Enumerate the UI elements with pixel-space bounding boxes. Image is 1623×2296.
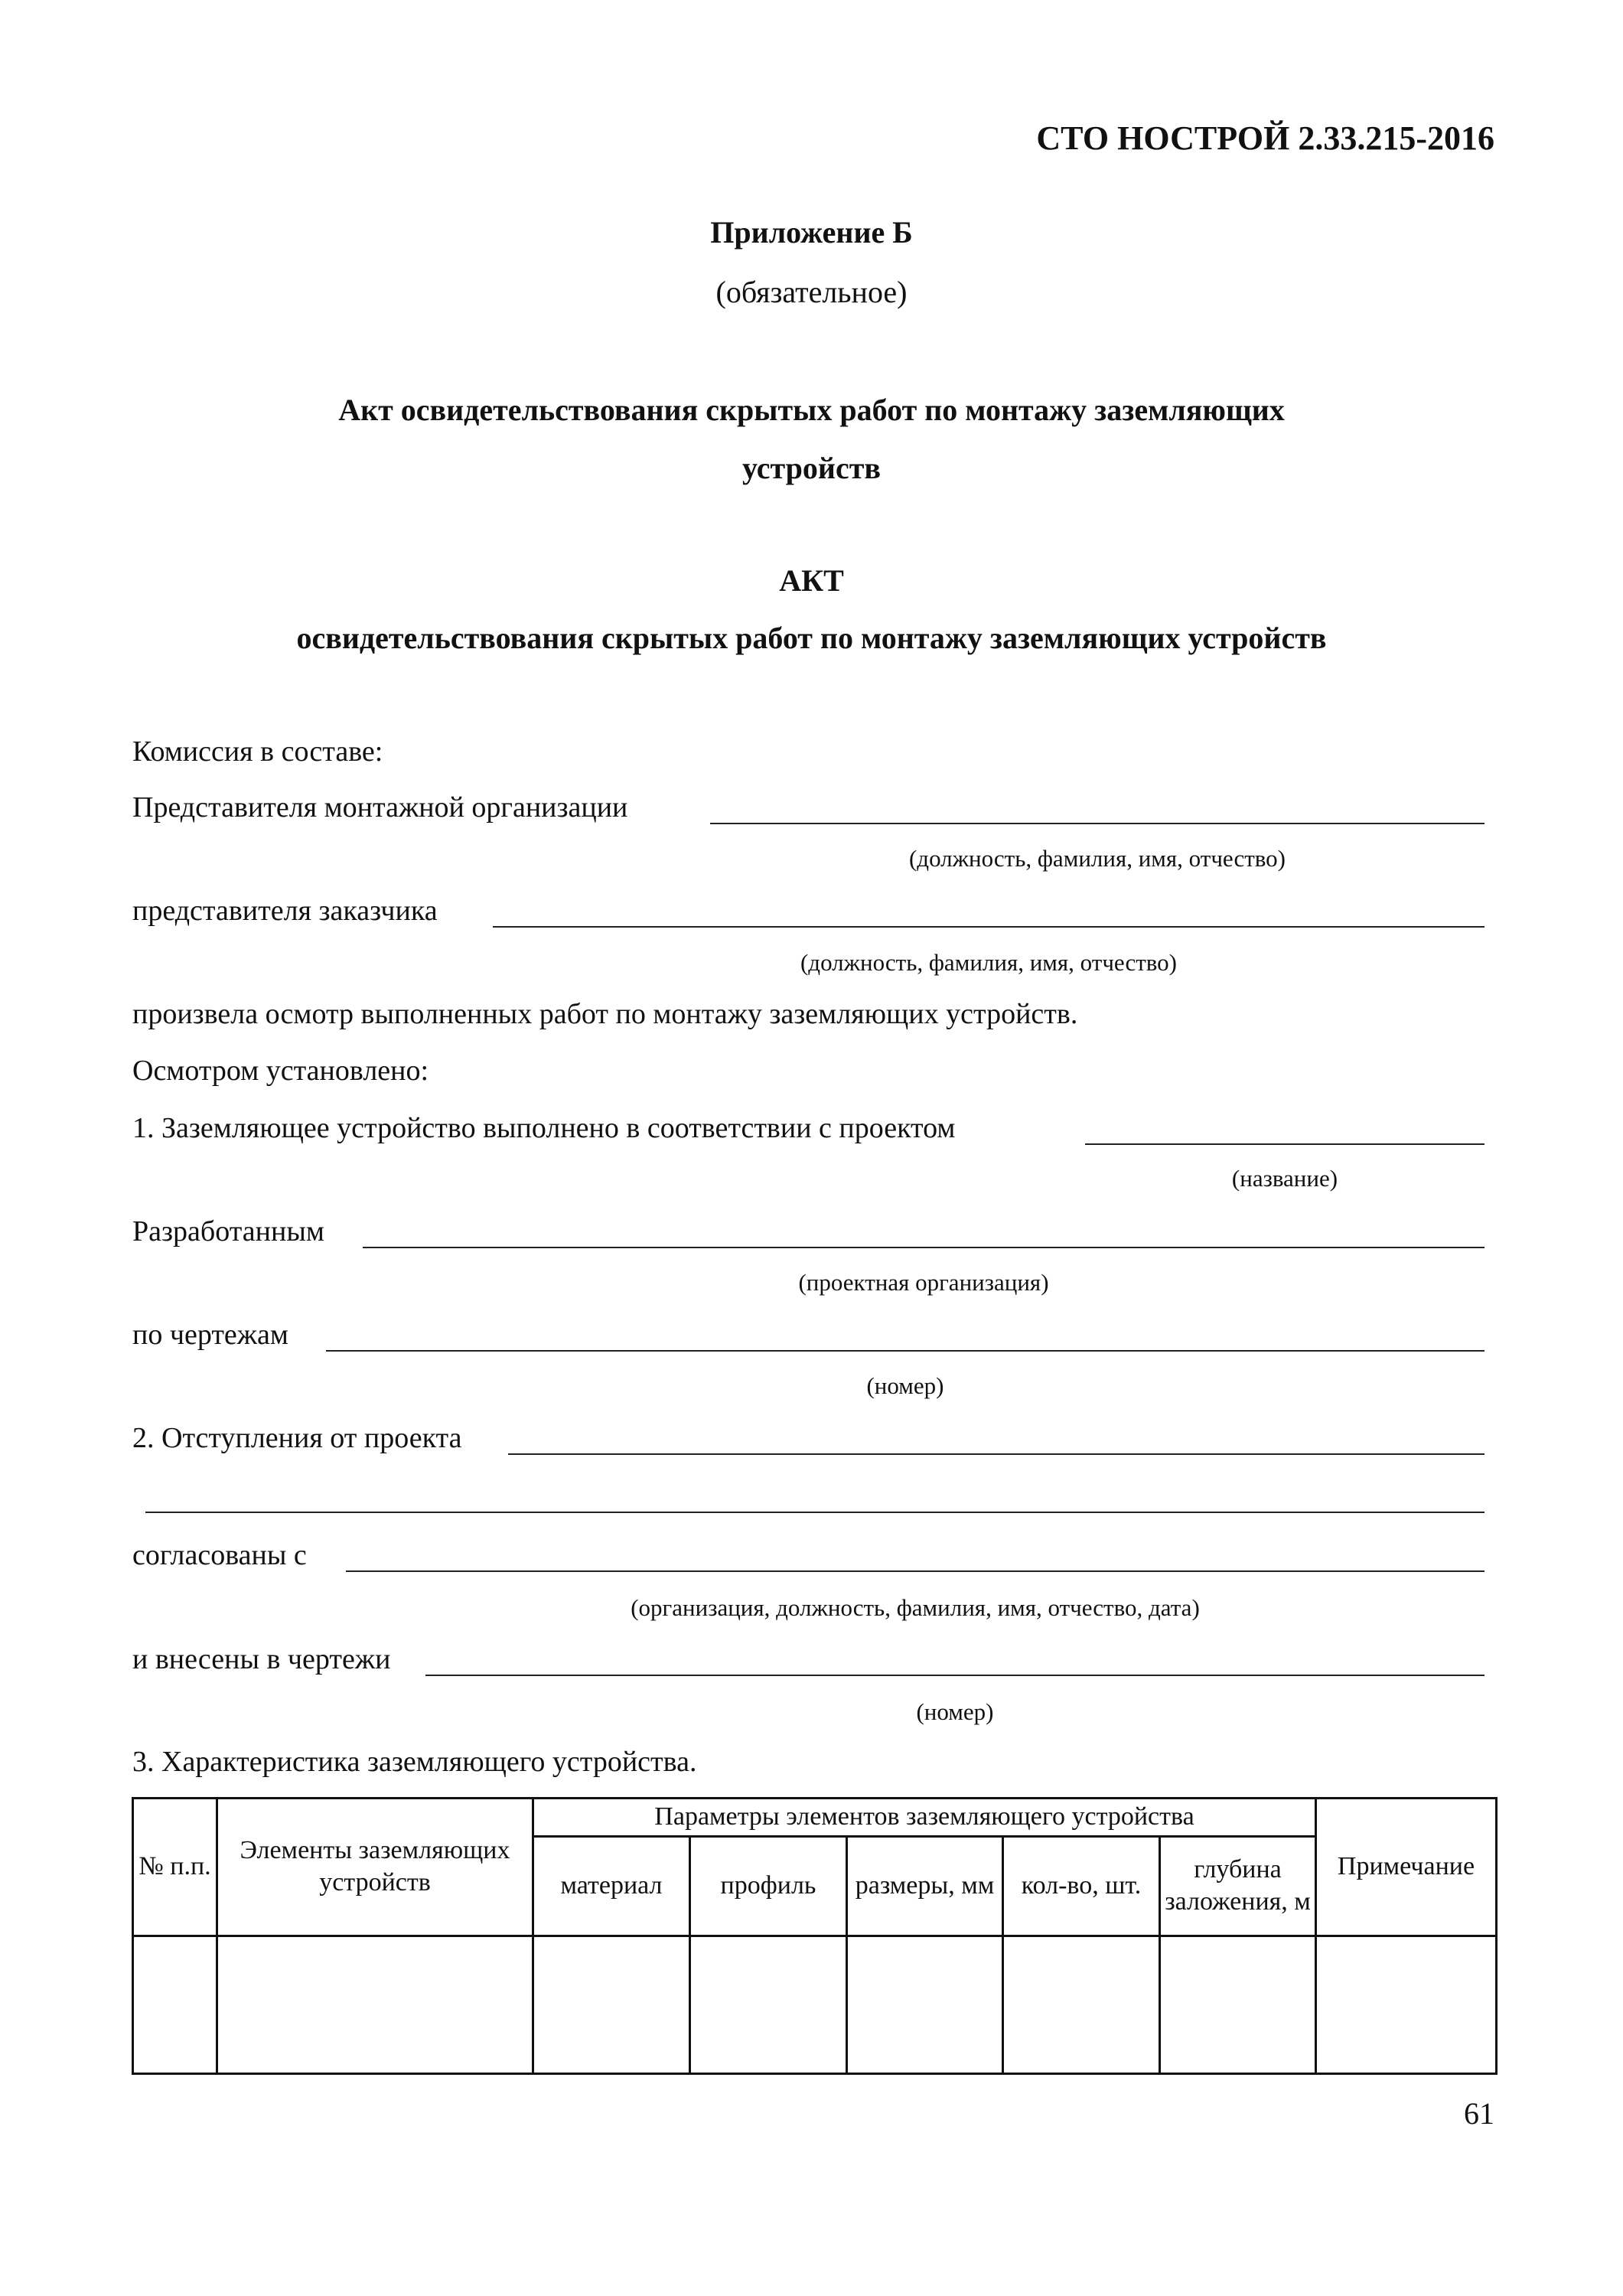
- col-header-dimensions: размеры, мм: [847, 1836, 1003, 1936]
- act-subtitle: освидетельствования скрытых работ по монтажу заземляющих устройств: [296, 621, 1327, 655]
- col-header-quantity: кол-во, шт.: [1003, 1836, 1160, 1936]
- table-cell-quantity[interactable]: [1003, 1936, 1160, 2073]
- project-name-field[interactable]: [1085, 1143, 1484, 1145]
- inspection-found-text: Осмотром установлено:: [132, 1055, 429, 1087]
- grounding-device-table: [132, 1797, 1498, 2075]
- agreed-with-label: согласованы с: [132, 1539, 307, 1571]
- developed-by-hint: (проектная организация): [798, 1269, 1049, 1296]
- act-title: АКТ: [779, 563, 844, 598]
- entered-in-hint: (номер): [916, 1698, 994, 1725]
- table-cell-material[interactable]: [533, 1936, 690, 2073]
- installer-rep-label: Представителя монтажной организации: [132, 791, 628, 823]
- project-name-hint: (название): [1231, 1165, 1338, 1192]
- table-cell-elements[interactable]: [217, 1936, 533, 2073]
- col-header-material: материал: [533, 1836, 690, 1936]
- drawings-field[interactable]: [326, 1350, 1484, 1352]
- item2-label: 2. Отступления от проекта: [132, 1422, 462, 1454]
- table-cell-number[interactable]: [133, 1936, 217, 2073]
- caption-line-2: устройств: [742, 451, 881, 485]
- document-code: СТО НОСТРОЙ 2.33.215-2016: [1036, 119, 1494, 157]
- col-header-profile: профиль: [690, 1836, 847, 1936]
- group-header-parameters: Параметры элементов заземляющего устройства: [533, 1799, 1316, 1837]
- table-cell-dimensions[interactable]: [847, 1936, 1003, 2073]
- entered-in-label: и внесены в чертежи: [132, 1643, 391, 1675]
- col-header-depth: глубина заложения, м: [1160, 1836, 1316, 1936]
- agreed-with-field[interactable]: [346, 1570, 1484, 1572]
- table-cell-profile[interactable]: [690, 1936, 847, 2073]
- installer-rep-field[interactable]: [710, 823, 1484, 824]
- appendix-status: (обязательное): [715, 275, 908, 309]
- drawings-label: по чертежам: [132, 1319, 288, 1351]
- agreed-with-hint: (организация, должность, фамилия, имя, отчество, дата): [631, 1594, 1200, 1621]
- caption-line-1: Акт освидетельствования скрытых работ по монтажу заземляющих: [338, 393, 1285, 427]
- drawings-hint: (номер): [866, 1372, 944, 1399]
- item3-label: 3. Характеристика заземляющего устройства.: [132, 1746, 697, 1778]
- deviations-field[interactable]: [508, 1453, 1484, 1455]
- installer-rep-hint: (должность, фамилия, имя, отчество): [908, 845, 1286, 872]
- developed-by-label: Разработанным: [132, 1215, 324, 1247]
- deviations-field-line-2[interactable]: [145, 1512, 1484, 1513]
- table-row: [133, 1936, 1497, 2073]
- table-cell-depth[interactable]: [1160, 1936, 1316, 2073]
- entered-in-field[interactable]: [425, 1675, 1484, 1676]
- customer-rep-label: представителя заказчика: [132, 895, 438, 927]
- inspection-done-text: произвела осмотр выполненных работ по монтажу заземляющих устройств.: [132, 998, 1078, 1030]
- page-number: 61: [1464, 2096, 1494, 2131]
- appendix-title: Приложение Б: [710, 215, 913, 249]
- customer-rep-hint: (должность, фамилия, имя, отчество): [800, 949, 1178, 976]
- col-header-note: Примечание: [1316, 1799, 1497, 1936]
- col-header-number: № п.п.: [133, 1799, 217, 1936]
- commission-label: Комиссия в составе:: [132, 735, 383, 768]
- customer-rep-field[interactable]: [493, 926, 1484, 928]
- col-header-elements: Элементы заземляющих устройств: [217, 1799, 533, 1936]
- table-cell-note[interactable]: [1316, 1936, 1497, 2073]
- developed-by-field[interactable]: [363, 1247, 1484, 1248]
- item1-label: 1. Заземляющее устройство выполнено в соответствии с проектом: [132, 1112, 956, 1144]
